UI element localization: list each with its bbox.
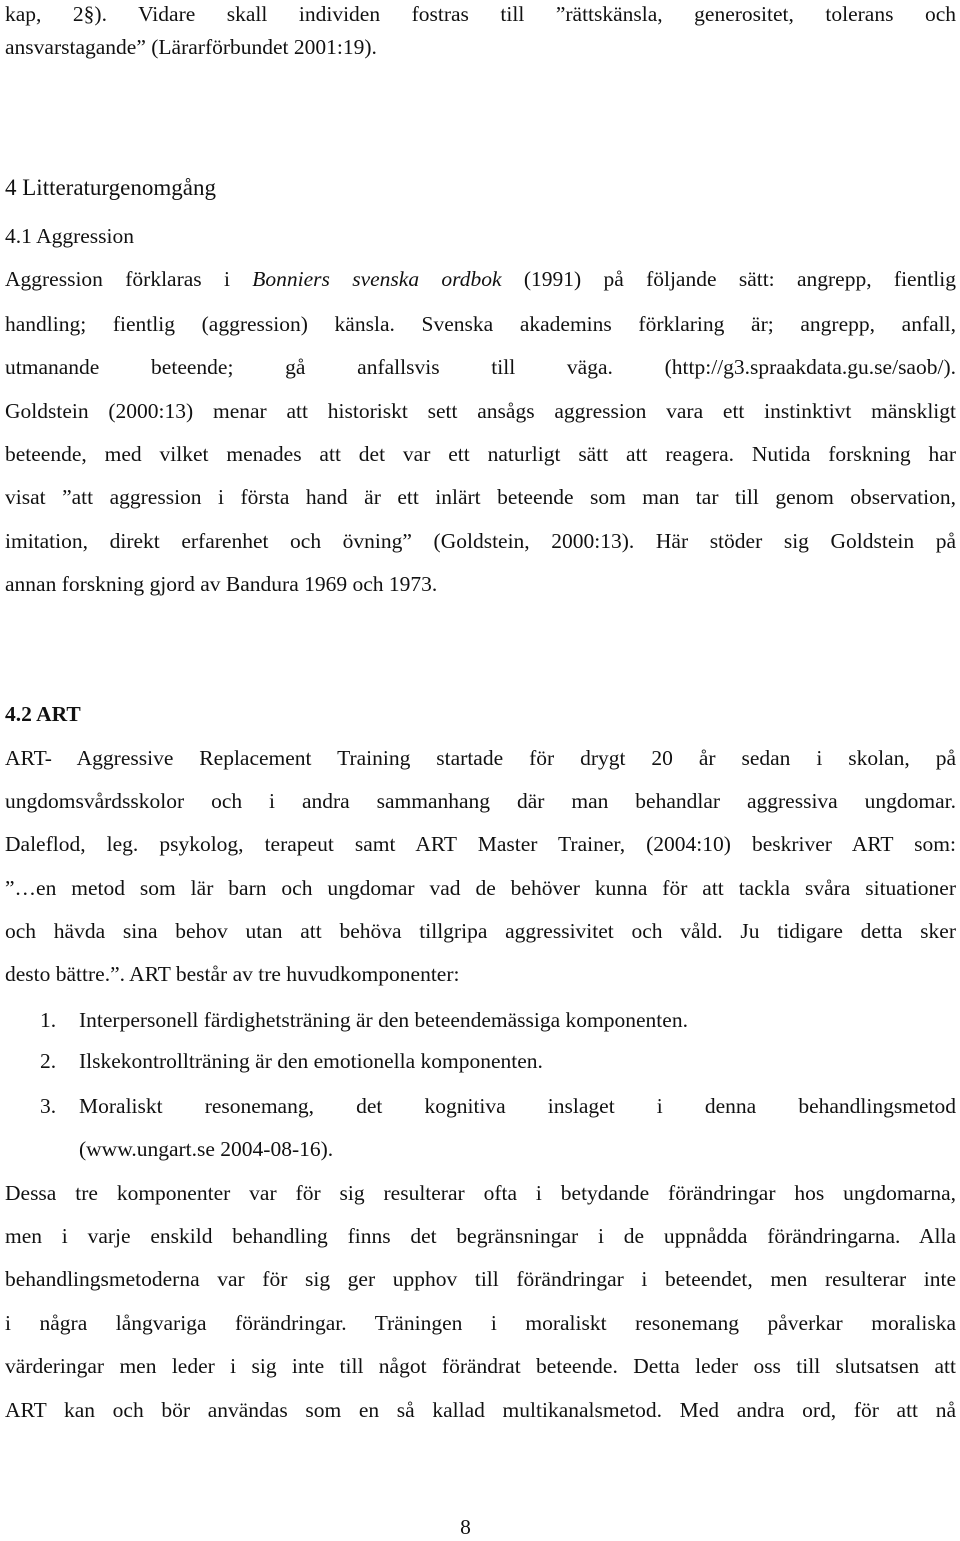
list-item-text: (www.ungart.se 2004-08-16).	[79, 1137, 334, 1161]
list-item-text: Ilskekontrollträning är den emotionella komponenten.	[79, 1049, 543, 1073]
list-item-number: 3.	[40, 1094, 57, 1118]
paragraph-line: ART kan och bör användas som en så kallad multikanalsmetod. Med andra ord, för att nå	[5, 1398, 956, 1422]
paragraph-line: beteende, med vilket menades att det var ett naturligt sätt att reagera. Nutida forskning har	[5, 442, 956, 466]
subsection-heading: 4.1 Aggression	[5, 224, 134, 248]
paragraph-line: handling; fientlig (aggression) känsla. Svenska akademins förklaring är; angrepp, anfall,	[5, 312, 956, 336]
list-item-text: Interpersonell färdighetsträning är den beteendemässiga komponenten.	[79, 1008, 688, 1032]
book-title: Bonniers svenska ordbok	[252, 267, 502, 291]
text-run: (1991) på följande sätt: angrepp, fientlig	[501, 267, 956, 291]
list-item-number: 1.	[40, 1008, 57, 1032]
paragraph-line: Goldstein (2000:13) menar att historiskt sett ansågs aggression vara ett instinktivt mänskligt	[5, 399, 956, 423]
paragraph-line: ART- Aggressive Replacement Training startade för drygt 20 år sedan i skolan, på	[5, 746, 956, 770]
text-run: Aggression förklaras i	[5, 267, 253, 291]
paragraph-line: ansvarstagande” (Lärarförbundet 2001:19).	[5, 35, 377, 59]
list-item-text: Moraliskt resonemang, det kognitiva inslaget i denna behandlingsmetod	[79, 1094, 956, 1118]
paragraph-line: och hävda sina behov utan att behöva tillgripa aggressivitet och våld. Ju tidigare detta sker	[5, 919, 956, 943]
paragraph-line: kap, 2§). Vidare skall individen fostras till ”rättskänsla, generositet, tolerans och	[5, 2, 956, 26]
paragraph-line: Daleflod, leg. psykolog, terapeut samt ART Master Trainer, (2004:10) beskriver ART som:	[5, 832, 956, 856]
paragraph-line: värderingar men leder i sig inte till något förändrat beteende. Detta leder oss till slutsatsen att	[5, 1354, 956, 1378]
paragraph-line: behandlingsmetoderna var för sig ger upphov till förändringar i beteendet, men resulterar inte	[5, 1267, 956, 1291]
paragraph-line: men i varje enskild behandling finns det begränsningar i de uppnådda förändringarna. Alla	[5, 1224, 956, 1248]
list-item-number: 2.	[40, 1049, 57, 1073]
paragraph-line: desto bättre.”. ART består av tre huvudkomponenter:	[5, 962, 460, 986]
paragraph-line: Dessa tre komponenter var för sig resulterar ofta i betydande förändringar hos ungdomarna,	[5, 1181, 956, 1205]
page-number: 8	[460, 1515, 471, 1539]
paragraph-line: ”…en metod som lär barn och ungdomar vad de behöver kunna för att tackla svåra situationer	[5, 876, 956, 900]
paragraph-line: visat ”att aggression i första hand är ett inlärt beteende som man tar till genom observation,	[5, 485, 956, 509]
paragraph-line: imitation, direkt erfarenhet och övning” (Goldstein, 2000:13). Här stöder sig Goldstein på	[5, 529, 956, 553]
paragraph-line: ungdomsvårdsskolor och i andra sammanhang där man behandlar aggressiva ungdomar.	[5, 789, 956, 813]
section-heading: 4 Litteraturgenomgång	[5, 175, 216, 200]
paragraph-line: utmanande beteende; gå anfallsvis till väga. (http://g3.spraakdata.gu.se/saob/).	[5, 355, 956, 379]
subsection-heading: 4.2 ART	[5, 702, 81, 726]
paragraph-line	[5, 265, 956, 293]
paragraph-line: annan forskning gjord av Bandura 1969 och 1973.	[5, 572, 438, 596]
paragraph-line: i några långvariga förändringar. Träningen i moraliskt resonemang påverkar moraliska	[5, 1311, 956, 1335]
